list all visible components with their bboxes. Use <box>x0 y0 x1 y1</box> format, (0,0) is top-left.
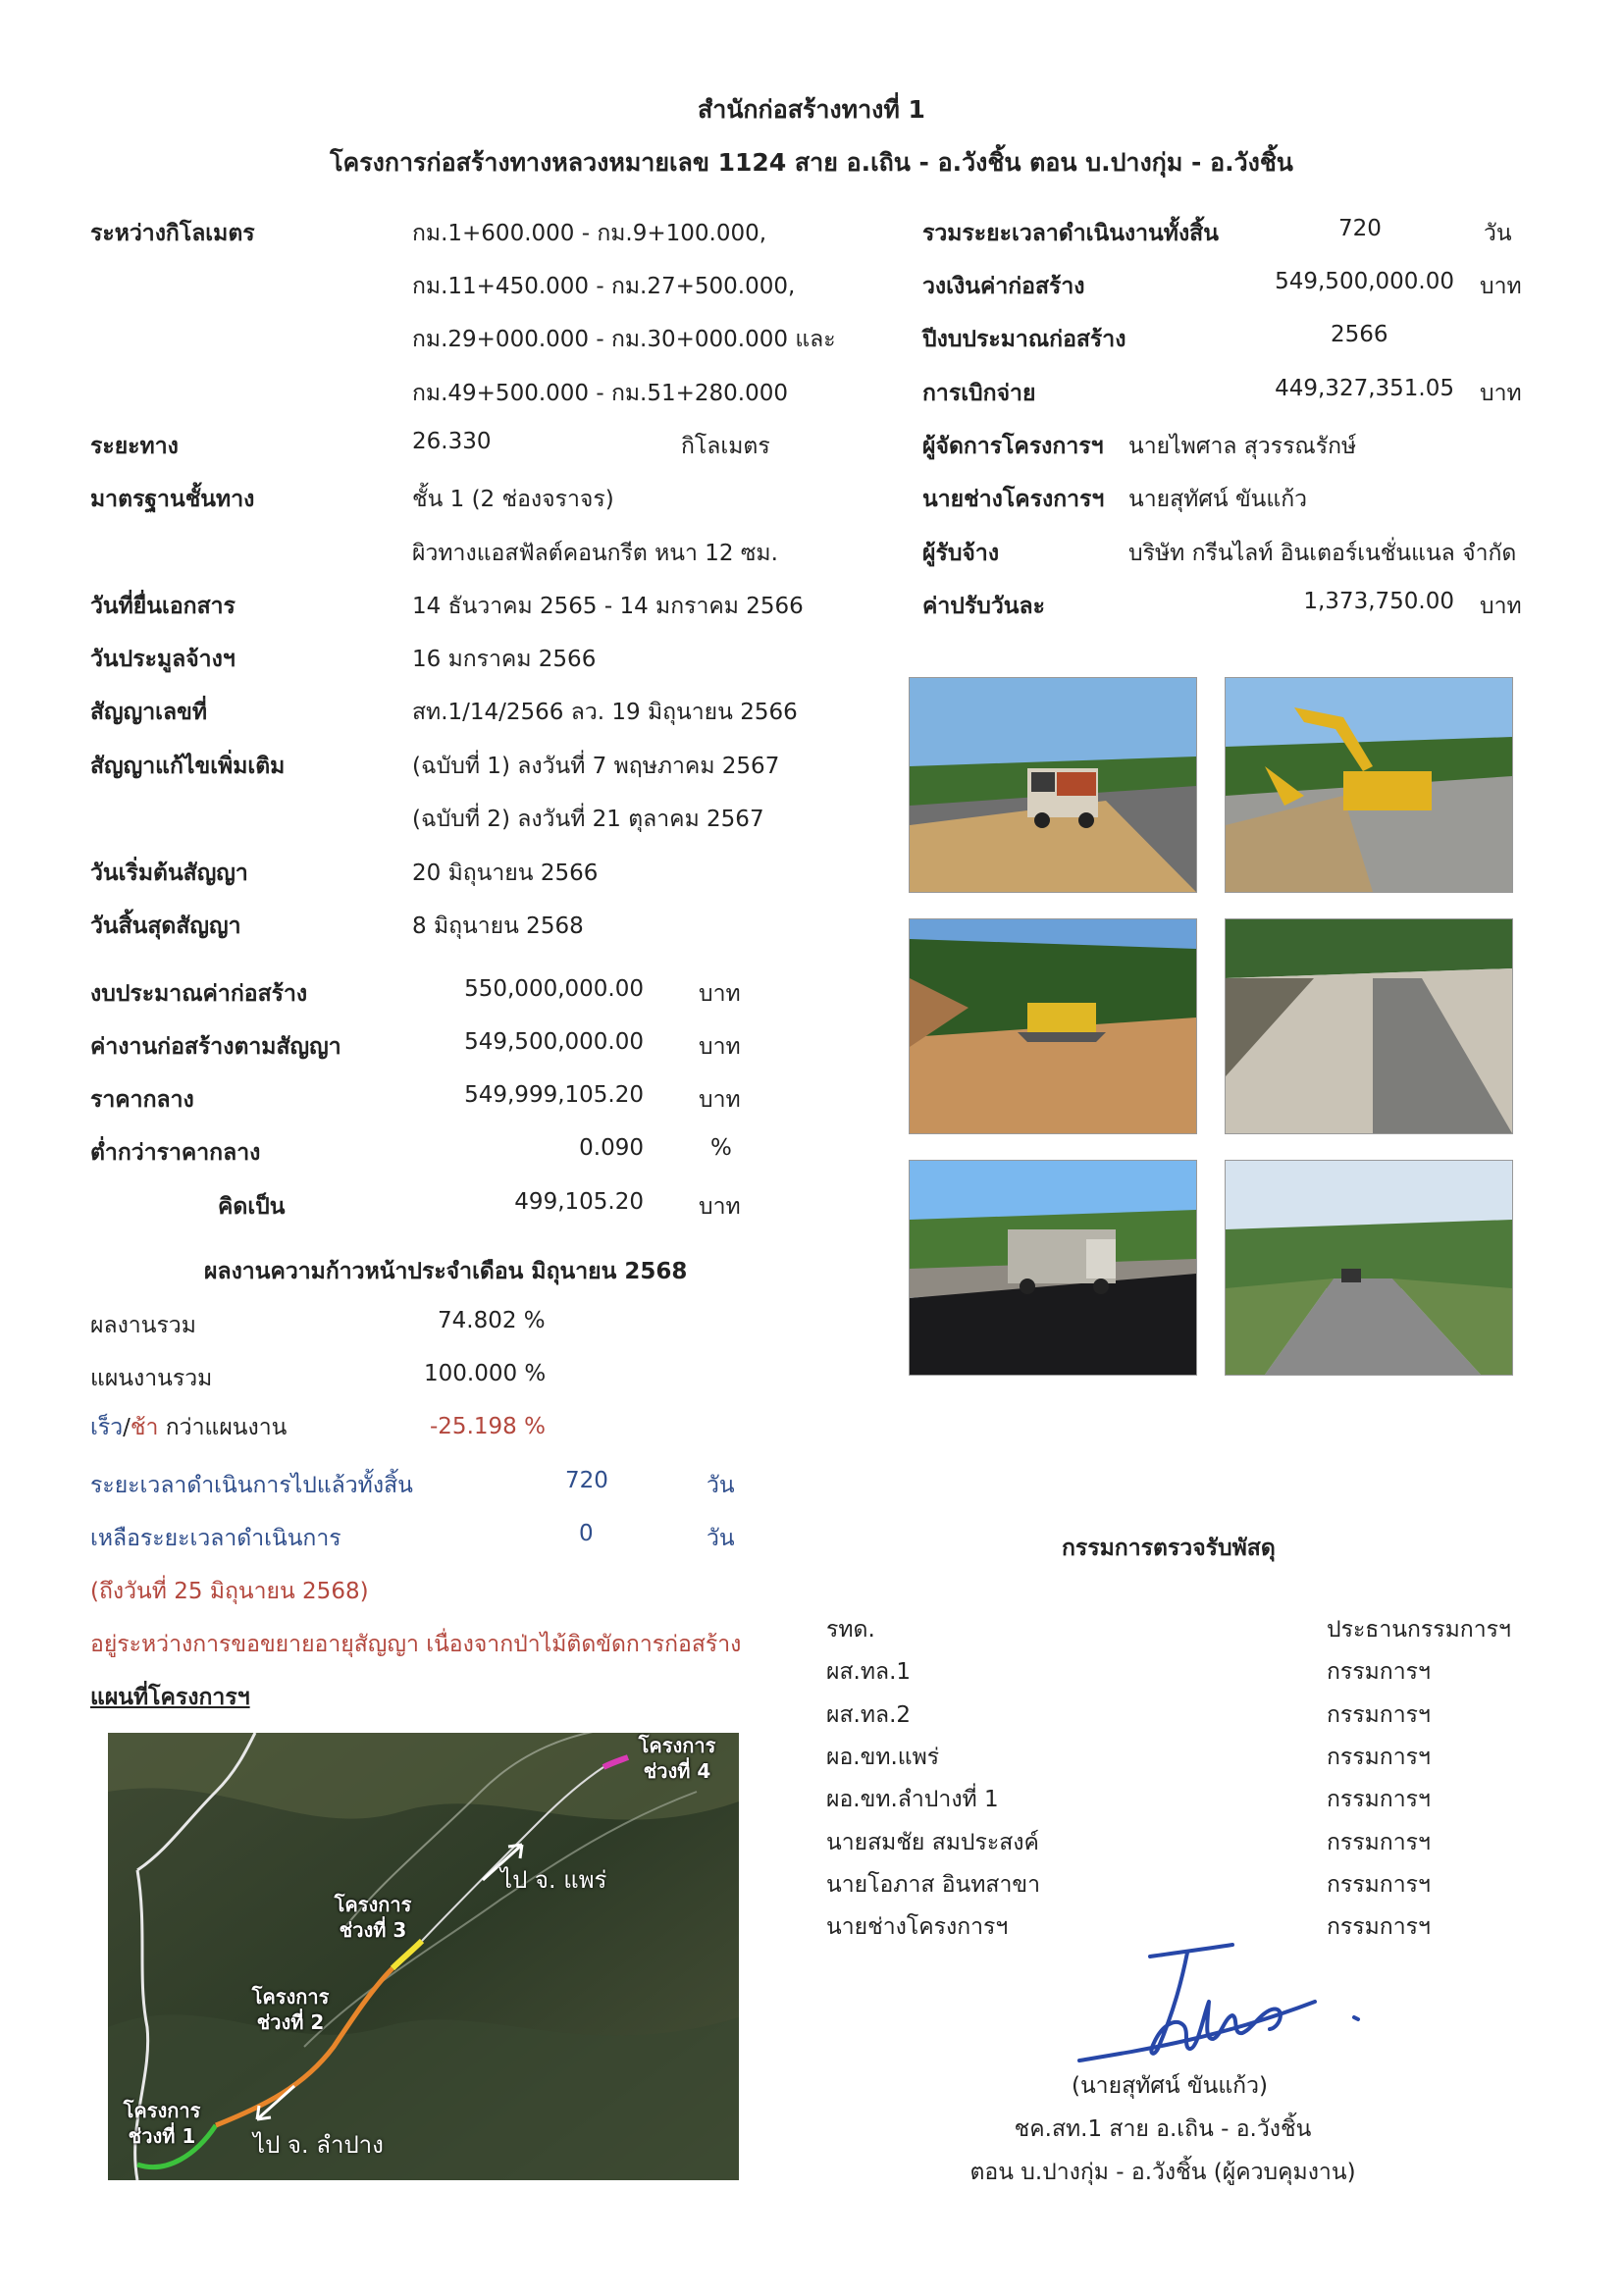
extension-note: อยู่ระหว่างการขอขยายอายุสัญญา เนื่องจากป่าไม้ติดขัดการก่อสร้าง <box>90 1632 742 1657</box>
contract-price-unit: บาท <box>699 1034 741 1060</box>
km-label: ระหว่างกิโลเมตร <box>90 221 255 246</box>
total-progress-label: ผลงานรวม <box>90 1313 196 1338</box>
disbursement-unit: บาท <box>1480 381 1522 406</box>
start-label: วันเริ่มต้นสัญญา <box>90 861 248 886</box>
map-label-section-3: โครงการ ช่วงที่ 3 <box>334 1893 412 1942</box>
committee-member-3: ผส.ทล.2 <box>826 1702 912 1728</box>
below-median-label: ต่ำกว่าราคากลาง <box>90 1140 261 1166</box>
committee-member-7: นายโอภาส อินทสาขา <box>826 1872 1040 1898</box>
signatory-position-line-2: ตอน บ.ปางกุ่ม - อ.วังชิ้น (ผู้ควบคุมงาน) <box>969 2160 1356 2185</box>
office-title: สำนักก่อสร้างทางที่ 1 <box>698 95 925 124</box>
difference-label: คิดเป็น <box>218 1194 286 1220</box>
elapsed-unit: วัน <box>707 1473 735 1498</box>
median-price-unit: บาท <box>699 1087 741 1113</box>
budget-label: งบประมาณค่าก่อสร้าง <box>90 981 308 1007</box>
amount-unit: บาท <box>1480 274 1522 299</box>
as-of-date: (ถึงวันที่ 25 มิถุนายน 2568) <box>90 1579 369 1604</box>
submit-label: วันที่ยื่นเอกสาร <box>90 594 236 619</box>
site-photo-5 <box>909 1160 1197 1376</box>
difference-value: 499,105.20 <box>514 1189 644 1215</box>
map-direction-lampang: ไป จ. ลำปาง <box>253 2131 384 2159</box>
disbursement-value: 449,327,351.05 <box>1275 376 1454 401</box>
standard-label: มาตรฐานชั้นทาง <box>90 487 255 512</box>
daily-fine-unit: บาท <box>1480 594 1522 619</box>
surface-value: ผิวทางแอสฟัลต์คอนกรีต หนา 12 ซม. <box>412 541 778 566</box>
daily-fine-value: 1,373,750.00 <box>1303 589 1454 614</box>
standard-value: ชั้น 1 (2 ช่องจราจร) <box>412 487 614 512</box>
committee-member-8: นายช่างโครงการฯ <box>826 1914 1009 1940</box>
committee-member-5: ผอ.ขท.ลำปางที่ 1 <box>826 1787 999 1812</box>
diff-progress-value: -25.198 % <box>430 1414 546 1439</box>
duration-unit: วัน <box>1484 221 1512 246</box>
project-manager-label: ผู้จัดการโครงการฯ <box>922 434 1104 459</box>
contract-label: สัญญาเลขที่ <box>90 700 207 725</box>
amend-1: (ฉบับที่ 1) ลงวันที่ 7 พฤษภาคม 2567 <box>412 754 780 779</box>
distance-value: 26.330 <box>412 429 492 454</box>
site-photo-6 <box>1225 1160 1513 1376</box>
km-line-1: กม.1+600.000 - กม.9+100.000, <box>412 221 767 246</box>
km-line-4: กม.49+500.000 - กม.51+280.000 <box>412 381 789 406</box>
elapsed-value: 720 <box>565 1468 608 1493</box>
submit-value: 14 ธันวาคม 2565 - 14 มกราคม 2566 <box>412 594 804 619</box>
project-engineer-label: นายช่างโครงการฯ <box>922 487 1105 512</box>
diff-progress-label <box>90 1410 287 1445</box>
remain-unit: วัน <box>707 1526 735 1551</box>
amount-label: วงเงินค่าก่อสร้าง <box>922 274 1085 299</box>
slow-word: ช้า <box>130 1415 159 1440</box>
fast-word: เร็ว <box>90 1415 124 1440</box>
site-photo-4 <box>1225 918 1513 1134</box>
project-title: โครงการก่อสร้างทางหลวงหมายเลข 1124 สาย อ.เถิน - อ.วังชิ้น ตอน บ.ปางกุ่ม - อ.วังชิ้น <box>330 148 1293 177</box>
signatory-name: (นายสุทัศน์ ขันแก้ว) <box>1071 2073 1268 2099</box>
end-value: 8 มิถุนายน 2568 <box>412 913 584 939</box>
contractor-value: บริษัท กรีนไลท์ อินเตอร์เนชั่นแนล จำกัด <box>1128 541 1517 566</box>
auction-value: 16 มกราคม 2566 <box>412 647 597 672</box>
start-value: 20 มิถุนายน 2566 <box>412 861 599 886</box>
committee-role-5: กรรมการฯ <box>1327 1787 1431 1812</box>
map-title: แผนที่โครงการฯ <box>90 1685 250 1710</box>
elapsed-label: ระยะเวลาดำเนินการไปแล้วทั้งสิ้น <box>90 1473 413 1498</box>
distance-label: ระยะทาง <box>90 434 179 459</box>
below-median-unit: % <box>710 1135 732 1161</box>
slash: / <box>123 1415 131 1440</box>
project-manager-value: นายไพศาล สุวรรณรักษ์ <box>1128 434 1357 459</box>
fiscal-year-label: ปีงบประมาณก่อสร้าง <box>922 327 1126 352</box>
site-photo-3 <box>909 918 1197 1134</box>
remain-value: 0 <box>579 1521 594 1546</box>
remain-label: เหลือระยะเวลาดำเนินการ <box>90 1526 341 1551</box>
site-photo-1 <box>909 677 1197 893</box>
committee-title: กรรมการตรวจรับพัสดุ <box>1062 1536 1276 1561</box>
committee-member-4: ผอ.ขท.แพร่ <box>826 1745 940 1770</box>
budget-value: 550,000,000.00 <box>464 976 644 1002</box>
difference-unit: บาท <box>699 1194 741 1220</box>
distance-unit: กิโลเมตร <box>681 434 770 459</box>
below-median-value: 0.090 <box>579 1135 644 1161</box>
map-label-section-4: โครงการ ช่วงที่ 4 <box>638 1734 716 1783</box>
committee-role-8: กรรมการฯ <box>1327 1914 1431 1940</box>
project-engineer-value: นายสุทัศน์ ขันแก้ว <box>1128 487 1308 512</box>
daily-fine-label: ค่าปรับวันละ <box>922 594 1045 619</box>
amount-value: 549,500,000.00 <box>1275 269 1454 294</box>
contract-price-value: 549,500,000.00 <box>464 1029 644 1055</box>
amend-label: สัญญาแก้ไขเพิ่มเติม <box>90 754 286 779</box>
disbursement-label: การเบิกจ่าย <box>922 381 1036 406</box>
km-line-3: กม.29+000.000 - กม.30+000.000 และ <box>412 327 836 352</box>
progress-title: ผลงานความก้าวหน้าประจำเดือน มิถุนายน 2568 <box>204 1259 688 1284</box>
plan-progress-value: 100.000 % <box>424 1361 547 1386</box>
project-map <box>108 1733 739 2180</box>
contract-price-label: ค่างานก่อสร้างตามสัญญา <box>90 1034 341 1060</box>
committee-role-7: กรรมการฯ <box>1327 1872 1431 1898</box>
km-line-2: กม.11+450.000 - กม.27+500.000, <box>412 274 796 299</box>
committee-role-3: กรรมการฯ <box>1327 1702 1431 1728</box>
duration-value: 720 <box>1338 216 1382 241</box>
site-photo-2 <box>1225 677 1513 893</box>
end-label: วันสิ้นสุดสัญญา <box>90 913 241 939</box>
budget-unit: บาท <box>699 981 741 1007</box>
map-label-section-2: โครงการ ช่วงที่ 2 <box>251 1985 330 2034</box>
amend-2: (ฉบับที่ 2) ลงวันที่ 21 ตุลาคม 2567 <box>412 807 764 832</box>
committee-role-1: ประธานกรรมการฯ <box>1327 1617 1511 1643</box>
committee-member-1: รทด. <box>826 1617 875 1643</box>
committee-role-2: กรรมการฯ <box>1327 1659 1431 1685</box>
plan-progress-label: แผนงานรวม <box>90 1366 213 1391</box>
auction-label: วันประมูลจ้างฯ <box>90 647 236 672</box>
median-price-label: ราคากลาง <box>90 1087 194 1113</box>
contractor-label: ผู้รับจ้าง <box>922 541 1000 566</box>
median-price-value: 549,999,105.20 <box>464 1082 644 1108</box>
fiscal-year-value: 2566 <box>1331 322 1388 347</box>
signatory-position-line-1: ชค.สท.1 สาย อ.เถิน - อ.วังชิ้น <box>1014 2116 1312 2142</box>
contract-value: สท.1/14/2566 ลว. 19 มิถุนายน 2566 <box>412 700 798 725</box>
duration-label: รวมระยะเวลาดำเนินงานทั้งสิ้น <box>922 221 1219 246</box>
diff-label-tail: กว่าแผนงาน <box>158 1415 288 1440</box>
committee-member-6: นายสมชัย สมประสงค์ <box>826 1830 1039 1855</box>
committee-member-2: ผส.ทล.1 <box>826 1659 912 1685</box>
map-label-section-1: โครงการ ช่วงที่ 1 <box>123 2099 201 2148</box>
map-direction-phrae: ไป จ. แพร่ <box>500 1866 607 1894</box>
handwritten-signature <box>1060 1923 1374 2070</box>
committee-role-6: กรรมการฯ <box>1327 1830 1431 1855</box>
committee-role-4: กรรมการฯ <box>1327 1745 1431 1770</box>
total-progress-value: 74.802 % <box>438 1308 546 1333</box>
